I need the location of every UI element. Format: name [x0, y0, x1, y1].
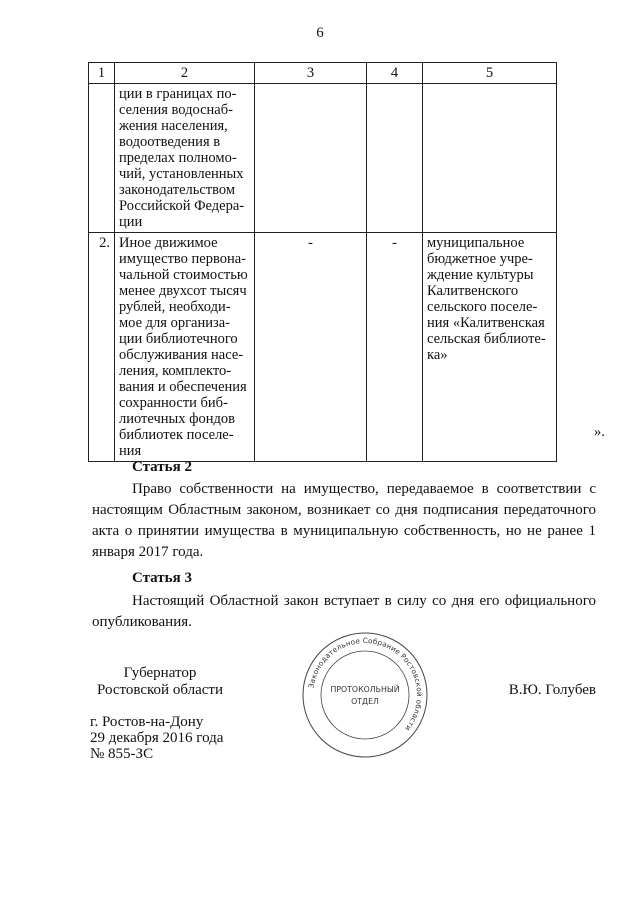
column-header: 5 [423, 63, 557, 84]
table-row [89, 84, 557, 233]
table-header-row [89, 63, 557, 84]
recipient [423, 84, 557, 233]
article-3-title: Статья 3 [132, 570, 192, 586]
stamp-outer-text: Законодательное Собрание Ростовской области [306, 635, 425, 733]
law-number: № 855-ЗС [90, 746, 154, 762]
governor-title: Губернатор Ростовской области [97, 665, 223, 698]
article-2-title: Статья 2 [132, 459, 192, 475]
row-number [89, 84, 115, 233]
signing-details [90, 714, 223, 762]
stamp-inner-line1: ПРОТОКОЛЬНЫЙ [330, 685, 400, 694]
property-name: Иное движимое имущество первона- чальной стоимостью менее двухсот тысяч рублей, необходи- мое для организа- ции библиотечного обслуживания насе- ления, комплекто- вания и обеспечения сохранности биб- лиотечных фондов библиотек поселе- ния [115, 233, 255, 462]
column-header: 4 [367, 63, 423, 84]
property-name: ции в границах по- селения водоснаб- жения населения, водоотведения в пределах полномо- чий, установленных законодательством Российской Федера- ции [115, 84, 255, 233]
signing-date: 29 декабря 2016 года [90, 730, 224, 746]
stamp-inner-line2: ОТДЕЛ [351, 697, 379, 706]
closing-quote: ». [594, 424, 605, 440]
property-cell [255, 84, 367, 233]
table-row [89, 233, 557, 462]
column-header: 2 [115, 63, 255, 84]
row-number: 2. [89, 233, 115, 462]
property-table [88, 62, 557, 462]
property-cell: - [367, 233, 423, 462]
column-header: 1 [89, 63, 115, 84]
governor-name: В.Ю. Голубев [508, 682, 596, 698]
property-cell: - [255, 233, 367, 462]
signing-city: г. Ростов-на-Дону [90, 714, 204, 730]
property-cell [367, 84, 423, 233]
article-2-text: Право собственности на имущество, передаваемое в соответствии с настоящим Областным законом, возникает со дня подписания передаточного акта о принятии имущества в муниципальную собственность, но не ранее 1 января 2017 года. [92, 481, 596, 560]
official-stamp [300, 630, 430, 760]
column-header: 3 [255, 63, 367, 84]
article-3-text: Настоящий Областной закон вступает в силу со дня его официального опубликования. [92, 593, 596, 630]
page-number: 6 [316, 25, 324, 41]
recipient: муниципальное бюджетное учре- ждение культуры Калитвенского сельского поселе- ния «Калитвенская сельская библиоте- ка» [423, 233, 557, 462]
